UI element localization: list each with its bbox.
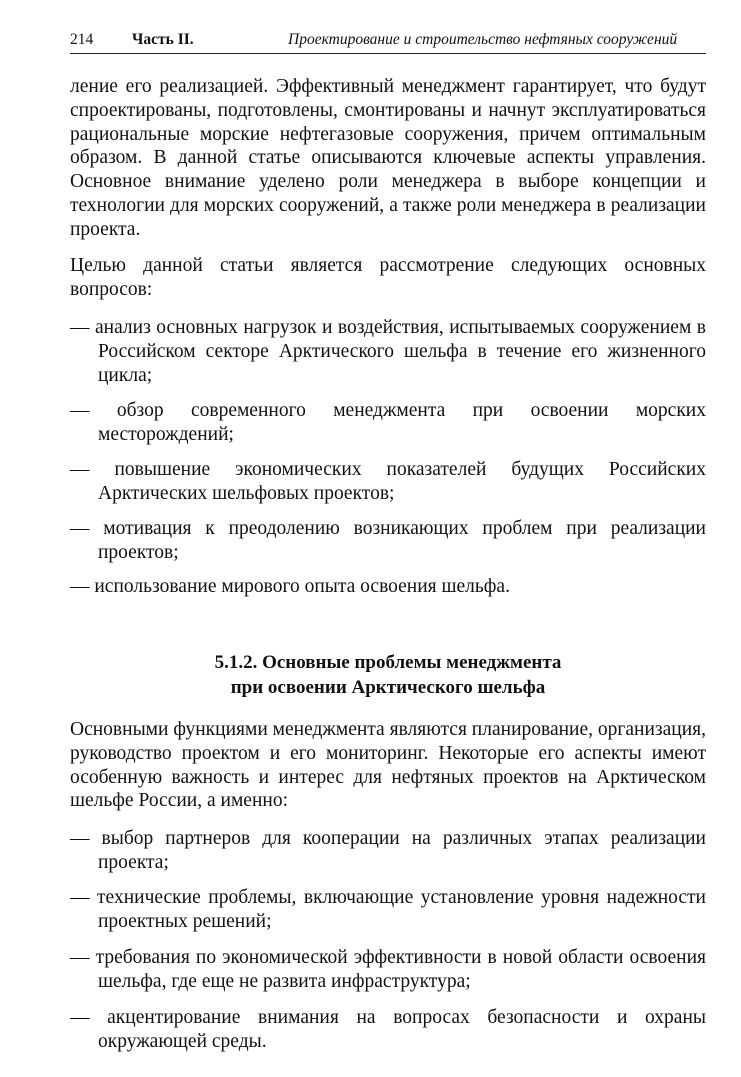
- running-header: [70, 29, 706, 54]
- paragraph-goals: Целью данной статьи является рассмотрение следующих основных вопросов:: [70, 255, 706, 300]
- list-item: — акцентирование внимания на вопросах безопасности и охраны окружающей среды.: [70, 1007, 706, 1052]
- list-item: — выбор партнеров для кооперации на различных этапах реализации проекта;: [70, 828, 706, 873]
- list-item: — анализ основных нагрузок и воздействия, испытываемых сооружением в Российском секторе Арктического шельфа в течение его жизненного цикла;: [70, 317, 706, 386]
- paragraph-intro: ление его реализацией. Эффективный менеджмент гарантирует, что будут спроектированы, подготовлены, смонтированы и начнут эксплуатироваться рациональные морские нефтегазовые сооружения, причем оптимальным образом. В данной статье описываются ключевые аспекты управления. Основное внимание уделено роли менеджера в выборе концепции и технологии для морских сооружений, а также роли менеджера в реализации проекта.: [70, 76, 706, 240]
- list-item: — требования по экономической эффективности в новой области освоения шельфа, где еще не развита инфраструктура;: [70, 947, 706, 992]
- list-item: — технические проблемы, включающие установление уровня надежности проектных решений;: [70, 887, 706, 932]
- paragraph-functions: Основными функциями менеджмента являются планирование, организация, руководство проектом и его мониторинг. Некоторые его аспекты имеют особенную важность и интерес для нефтяных проектов на Арктическом шельфе России, а именно:: [70, 719, 706, 812]
- list-item: — повышение экономических показателей будущих Российских Арктических шельфовых проектов;: [70, 459, 706, 504]
- page-number: 214: [70, 31, 94, 48]
- section-heading-line: 5.1.2. Основные проблемы менеджмента: [214, 652, 562, 673]
- part-subtitle: Проектирование и строительство нефтяных сооружений: [288, 31, 678, 48]
- section-heading: [70, 650, 706, 700]
- list-item: — использование мирового опыта освоения шельфа.: [70, 576, 510, 597]
- list-item: — обзор современного менеджмента при освоении морских месторождений;: [70, 400, 706, 445]
- list-item: — мотивация к преодолению возникающих проблем при реализации проектов;: [70, 518, 706, 563]
- part-label: Часть II.: [132, 31, 194, 48]
- section-heading-line: при освоении Арктического шельфа: [230, 677, 546, 698]
